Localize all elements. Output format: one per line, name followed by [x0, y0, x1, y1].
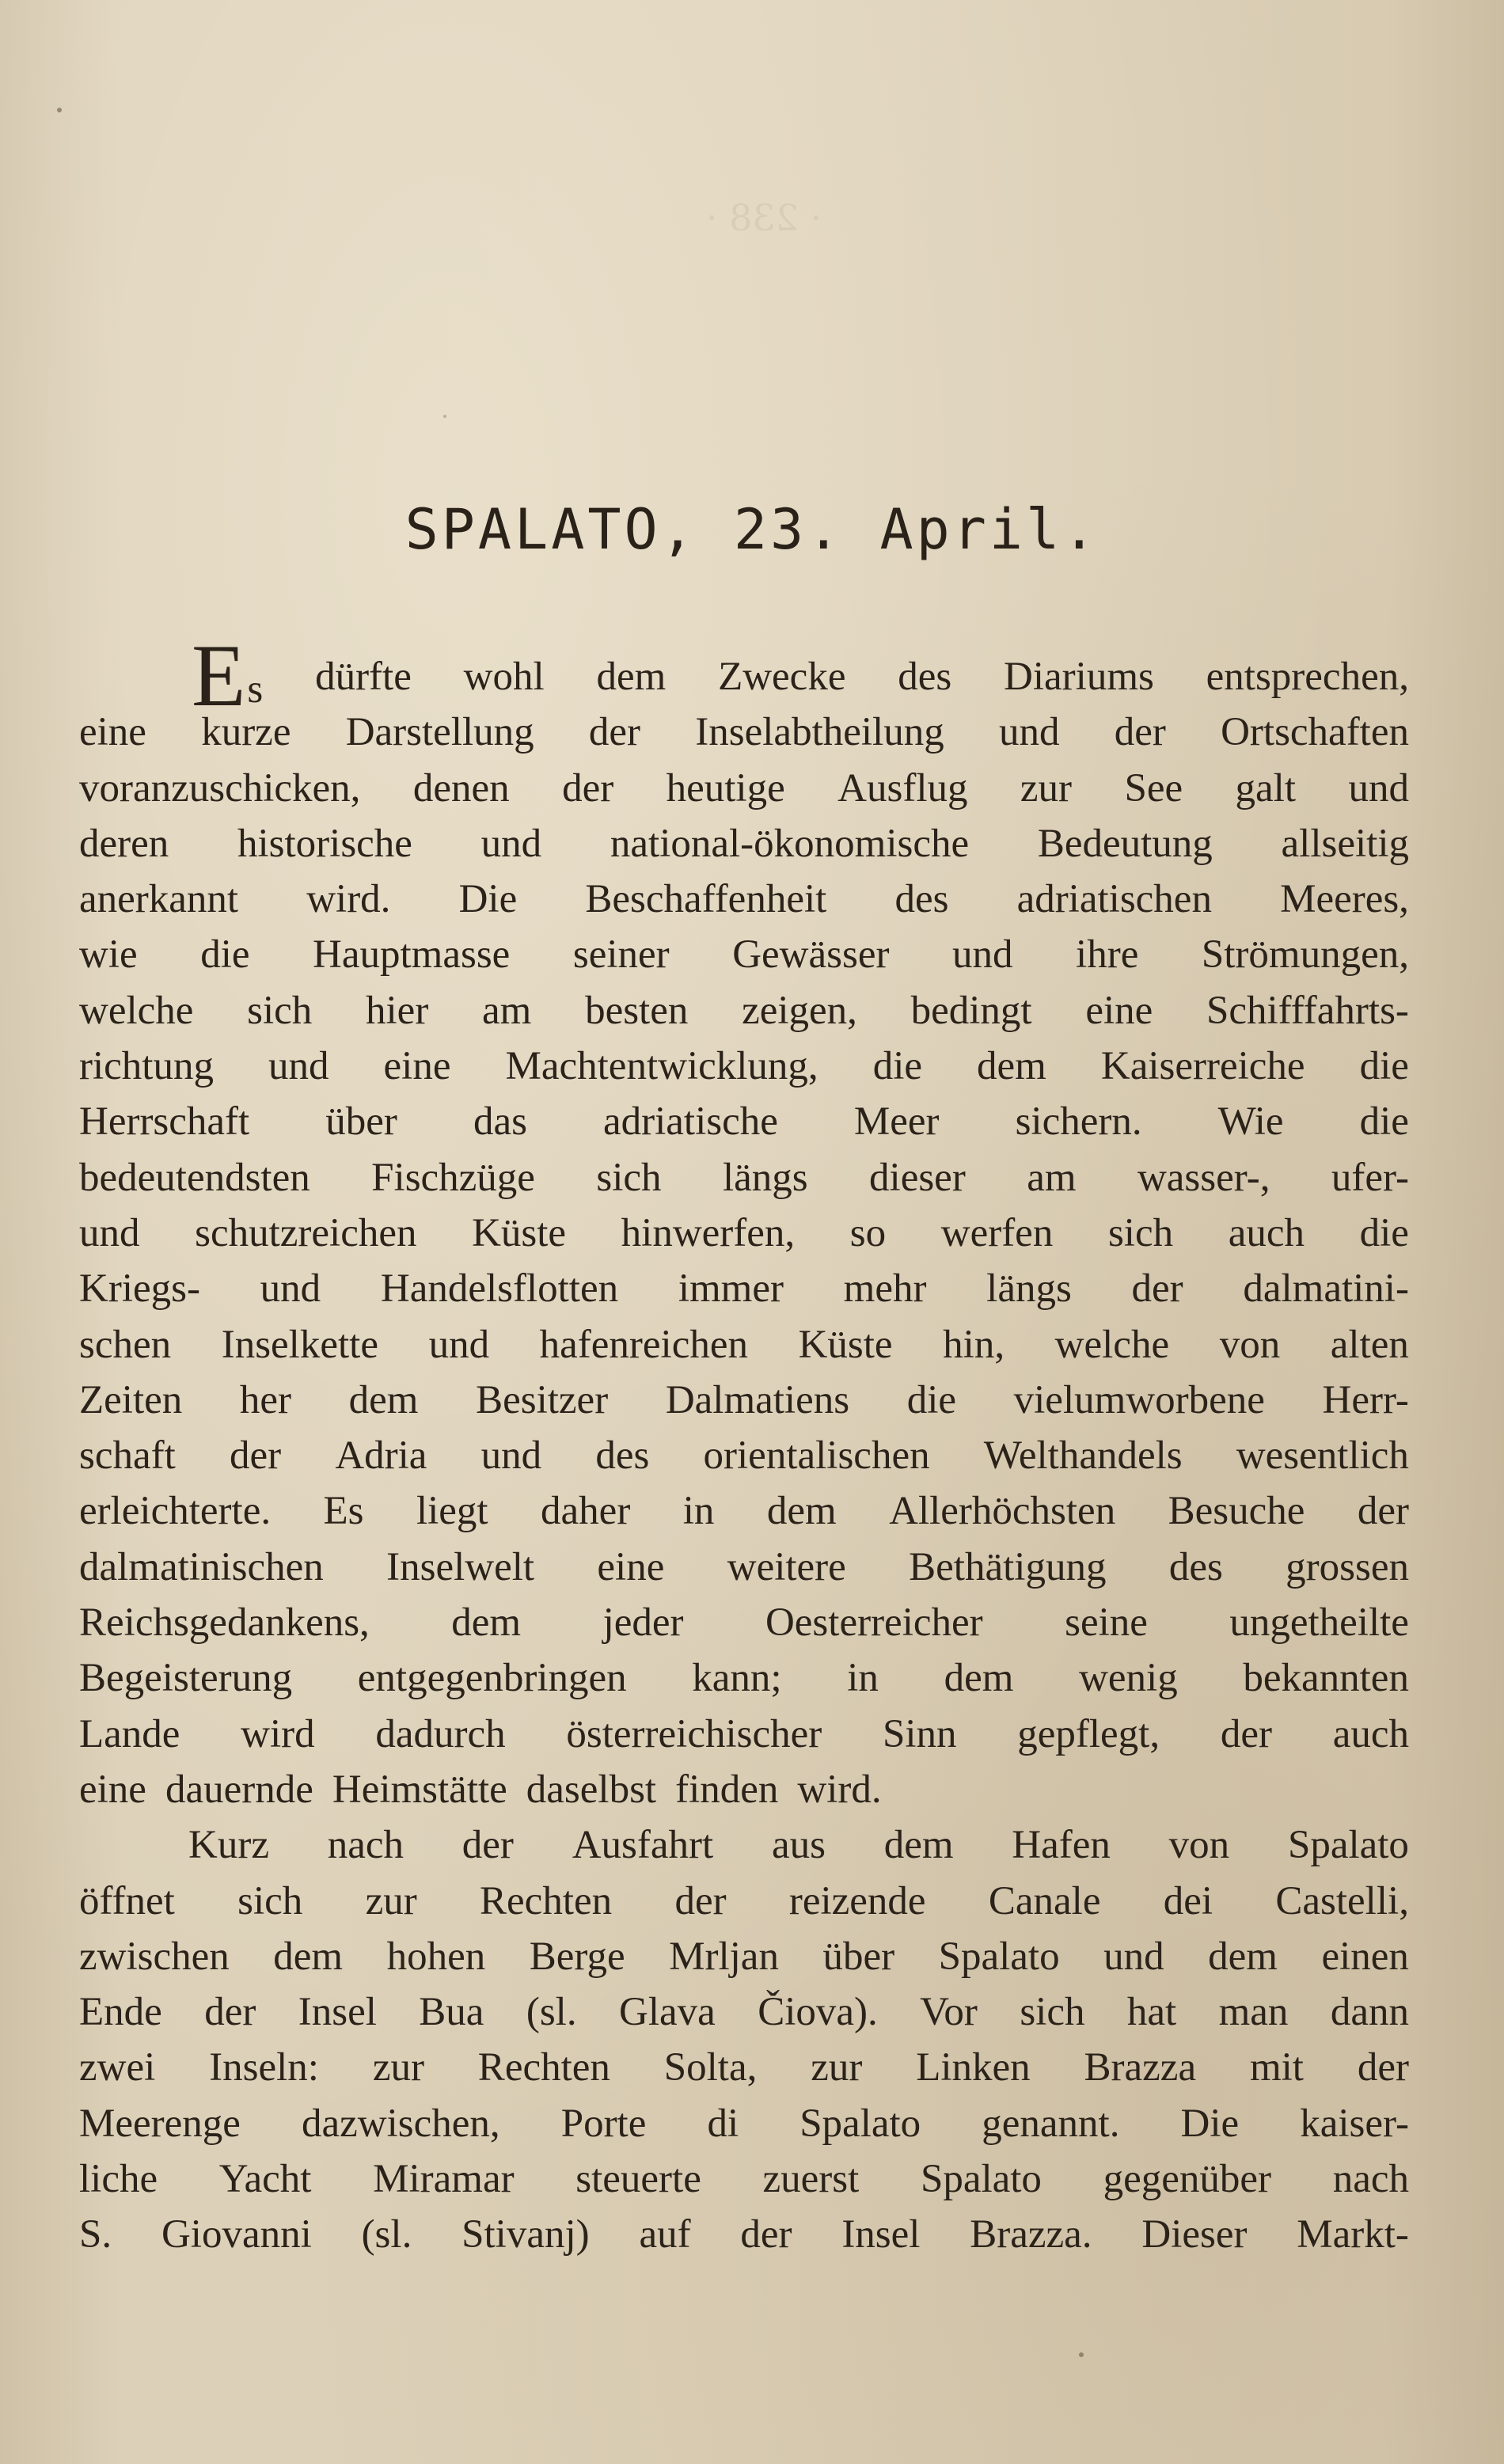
word: Čiova). [758, 1990, 878, 2035]
word: welche [1054, 1322, 1170, 1367]
text-line [79, 2096, 1409, 2151]
word: so [849, 1210, 887, 1255]
word: Miramar [373, 2157, 515, 2202]
word: Meer [853, 1099, 940, 1145]
text-line [79, 1317, 1409, 1372]
word: denen [412, 765, 510, 811]
word: der [1357, 1489, 1409, 1534]
word: wie [79, 932, 138, 978]
word: Yacht [218, 2157, 312, 2202]
word: der [1357, 2045, 1409, 2090]
word: genannt. [982, 2101, 1120, 2146]
word: Linken [916, 2045, 1031, 2090]
word: Adria [335, 1433, 427, 1479]
word: dauernde [165, 1767, 313, 1812]
word: seiner [572, 932, 670, 978]
word: dem [977, 1044, 1046, 1089]
word: voranzuschicken, [79, 765, 361, 811]
word: Kaiserreiche [1100, 1044, 1305, 1089]
word: Meeres, [1280, 877, 1409, 922]
word: vielumworbene [1013, 1377, 1265, 1422]
word: Bedeutung [1037, 821, 1213, 866]
word: Spalato [938, 1934, 1060, 1979]
word: Herrschaft [79, 1099, 250, 1145]
word: Berge [529, 1934, 625, 1979]
word: liegt [416, 1489, 488, 1534]
word: über [325, 1099, 397, 1145]
word: Heimstätte [332, 1767, 507, 1812]
text-line [79, 1540, 1409, 1595]
word: Herr- [1322, 1377, 1409, 1422]
word: in [847, 1656, 879, 1701]
word: der [1220, 1711, 1272, 1756]
word: eine [1085, 988, 1153, 1033]
word: des [1168, 1544, 1223, 1589]
word: Glava [619, 1990, 716, 2035]
word: dem [883, 1823, 954, 1868]
word: Insel [841, 2212, 921, 2257]
word: auch [1332, 1711, 1409, 1756]
word: wird. [797, 1767, 882, 1812]
word: dem [1208, 1934, 1278, 1979]
word: erleichterte. [79, 1489, 272, 1534]
word: Küste [798, 1322, 893, 1367]
word: der [674, 1878, 727, 1923]
word: adriatischen [1016, 877, 1212, 922]
word: Strömungen, [1201, 932, 1409, 978]
word: hohen [386, 1934, 486, 1979]
word: Schifffahrts- [1206, 988, 1409, 1033]
word: jeder [602, 1600, 684, 1646]
word: kaiser- [1300, 2101, 1409, 2146]
word: Es [323, 1489, 364, 1534]
word: Wie [1217, 1099, 1284, 1145]
word: Brazza [1084, 2045, 1197, 2090]
word: national-ökonomische [610, 821, 970, 866]
word: und [79, 1210, 140, 1255]
word: schaft [79, 1433, 176, 1479]
word: Spalato [799, 2101, 921, 2146]
word: Bethätigung [909, 1544, 1107, 1589]
word: Handelsflotten [380, 1266, 619, 1312]
word: ungetheilte [1229, 1600, 1409, 1646]
word: seine [1065, 1600, 1148, 1646]
paper-speck [1079, 2352, 1084, 2357]
word: (sl. [361, 2212, 412, 2257]
word: historische [237, 821, 412, 866]
word: Die [1180, 2101, 1240, 2146]
word: zwischen [79, 1934, 230, 1979]
word: hier [366, 988, 429, 1033]
word: welche [79, 988, 194, 1033]
word: dem [596, 655, 667, 699]
word: S. [79, 2212, 112, 2257]
word: des [898, 655, 952, 699]
word: dem [451, 1600, 522, 1646]
word: Beschaffenheit [585, 877, 827, 922]
word: dem [348, 1377, 419, 1422]
word: auch [1228, 1210, 1305, 1255]
word: Ausfahrt [572, 1823, 714, 1868]
word: die [1359, 1099, 1409, 1145]
word: sich [247, 988, 313, 1033]
word: orientalischen [703, 1433, 930, 1479]
word: zur [365, 1878, 417, 1923]
text-line [79, 1094, 1409, 1149]
word: mit [1249, 2045, 1304, 2090]
word: schen [79, 1322, 172, 1367]
word: des [595, 1433, 650, 1479]
word: nach [1332, 2157, 1409, 2202]
word: über [822, 1934, 895, 1979]
word: längs [986, 1266, 1072, 1312]
word: Inseln: [209, 2045, 319, 2090]
word: Ortschaften [1221, 710, 1409, 755]
word: zuerst [762, 2157, 860, 2202]
word: dann [1330, 1990, 1409, 2035]
word: von [1219, 1322, 1281, 1367]
word: dazwischen, [301, 2101, 500, 2146]
word: Oesterreicher [765, 1600, 983, 1646]
word: und [268, 1044, 329, 1089]
text-line [79, 1984, 1409, 2040]
text-line [79, 1428, 1409, 1483]
word: alten [1330, 1322, 1409, 1367]
word: hin, [943, 1322, 1005, 1367]
text-line [79, 1038, 1409, 1094]
word: das [473, 1099, 527, 1145]
text-line [79, 1707, 1409, 1762]
word: Die [458, 877, 518, 922]
word: Machtentwicklung, [505, 1044, 818, 1089]
text-line [79, 871, 1409, 927]
text-line [79, 1595, 1409, 1650]
word: besten [585, 988, 689, 1033]
word: und [998, 710, 1060, 755]
word: Stivanj) [461, 2212, 590, 2257]
word: dürfte [315, 655, 412, 699]
word: hinwerfen, [621, 1210, 796, 1255]
word: und [480, 1433, 542, 1479]
word: dem [273, 1934, 344, 1979]
text-line [79, 983, 1409, 1038]
text-line [79, 1205, 1409, 1261]
word: man [1218, 1990, 1289, 2035]
text-line [79, 1150, 1409, 1205]
word: bedeutendsten [79, 1155, 310, 1200]
word: hat [1126, 1990, 1177, 2035]
first-word [79, 627, 264, 725]
text-line [79, 927, 1409, 982]
word: zur [811, 2045, 863, 2090]
paper-speck [57, 108, 62, 112]
word: eine [79, 710, 146, 755]
text-line [79, 1483, 1409, 1539]
word: dei [1163, 1878, 1213, 1923]
word: finden [675, 1767, 779, 1812]
word: daher [541, 1489, 631, 1534]
word: am [482, 988, 532, 1033]
word: dem [944, 1656, 1014, 1701]
word: zeigen, [742, 988, 857, 1033]
word: Kriegs- [79, 1266, 200, 1312]
word: Kurz [188, 1823, 269, 1868]
word: dadurch [375, 1711, 506, 1756]
drop-cap: E [192, 627, 246, 725]
word: zwei [79, 2045, 156, 2090]
word: und [1348, 765, 1409, 811]
word: der [461, 1823, 514, 1868]
word: der [204, 1990, 256, 2035]
word: werfen [940, 1210, 1054, 1255]
word: Solta, [663, 2045, 758, 2090]
word: dem [766, 1489, 837, 1534]
word: und [428, 1322, 490, 1367]
word: und [260, 1266, 321, 1312]
paper-speck [443, 415, 446, 418]
word: Inselkette [221, 1322, 378, 1367]
text-line [79, 627, 1409, 725]
word: Hauptmasse [313, 932, 511, 978]
word: der [1114, 710, 1166, 755]
word: mehr [843, 1266, 927, 1312]
word: und [480, 821, 542, 866]
text-line [79, 1929, 1409, 1984]
word: (sl. [526, 1990, 577, 2035]
text-line [79, 704, 1409, 760]
word: der [1131, 1266, 1183, 1312]
word: grossen [1286, 1544, 1409, 1589]
word: die [872, 1044, 923, 1089]
word: Bua [419, 1990, 484, 2035]
word: von [1168, 1823, 1230, 1868]
word: ufer- [1331, 1155, 1409, 1200]
word: heutige [666, 765, 785, 811]
word: entgegenbringen [357, 1656, 627, 1701]
text-line [79, 1874, 1409, 1929]
word: hafenreichen [539, 1322, 748, 1367]
word: wird [241, 1711, 315, 1756]
word: entsprechen, [1206, 655, 1409, 699]
word: in [682, 1489, 715, 1534]
word: Giovanni [161, 2212, 312, 2257]
bleed-through-text: · 238 · [705, 196, 822, 239]
word: weitere [727, 1544, 846, 1589]
word: zur [1020, 765, 1073, 811]
word: gepflegt, [1017, 1711, 1160, 1756]
word: Hafen [1012, 1823, 1111, 1868]
word: adriatische [602, 1099, 778, 1145]
word: Welthandels [983, 1433, 1183, 1479]
word: Inselabtheilung [695, 710, 944, 755]
word: Castelli, [1275, 1878, 1409, 1923]
word: Rechten [480, 1878, 613, 1923]
word: schutzreichen [195, 1210, 417, 1255]
word: dalmatini- [1243, 1266, 1409, 1312]
word: Besuche [1168, 1489, 1305, 1534]
word: Fischzüge [371, 1155, 535, 1200]
word: am [1027, 1155, 1077, 1200]
word: nach [327, 1823, 404, 1868]
chapter-heading: SPALATO, 23. April. [404, 497, 1100, 562]
word: sich [596, 1155, 662, 1200]
word: Zwecke [718, 655, 846, 699]
word: reizende [788, 1878, 926, 1923]
text-line [79, 2207, 1409, 2262]
word: Ende [79, 1990, 162, 2035]
word: die [1359, 1044, 1409, 1089]
word: Lande [79, 1711, 180, 1756]
word: Gewässer [732, 932, 890, 978]
word: Ausflug [837, 765, 968, 811]
word: dieser [869, 1155, 966, 1200]
word: immer [678, 1266, 784, 1312]
word: Inselwelt [386, 1544, 535, 1589]
word: sichern. [1015, 1099, 1142, 1145]
text-line [79, 816, 1409, 871]
word: und [952, 932, 1013, 978]
word: Spalato [1287, 1823, 1409, 1868]
word: richtung [79, 1044, 214, 1089]
word: sich [1020, 1990, 1085, 2035]
word: Zeiten [79, 1377, 183, 1422]
word: Besitzer [476, 1377, 609, 1422]
word: Allerhöchsten [889, 1489, 1116, 1534]
word: galt [1235, 765, 1297, 811]
word: sich [1107, 1210, 1174, 1255]
word: kurze [201, 710, 291, 755]
word: wird. [306, 877, 391, 922]
word: des [894, 877, 949, 922]
word: allseitig [1281, 821, 1409, 866]
word: steuerte [575, 2157, 701, 2202]
word: Markt- [1297, 2212, 1409, 2257]
word: Reichsgedankens, [79, 1600, 370, 1646]
word: her [239, 1377, 292, 1422]
word: dalmatinischen [79, 1544, 324, 1589]
word: die [1359, 1210, 1409, 1255]
word: der [588, 710, 641, 755]
word: auf [639, 2212, 691, 2257]
word: gegenüber [1103, 2157, 1272, 2202]
word: anerkannt [79, 877, 239, 922]
word: Küste [472, 1210, 567, 1255]
word: eine [383, 1044, 451, 1089]
word: eine [79, 1767, 146, 1812]
word: wasser-, [1137, 1155, 1270, 1200]
text-line [79, 2151, 1409, 2207]
word: ihre [1076, 932, 1139, 978]
body-text [79, 627, 1409, 2263]
word: und [1103, 1934, 1164, 1979]
word: die [200, 932, 250, 978]
word: Dalmatiens [665, 1377, 850, 1422]
word: längs [722, 1155, 808, 1200]
text-line [79, 1261, 1409, 1316]
word: die [906, 1377, 957, 1422]
word: liche [79, 2157, 158, 2202]
word: di [707, 2101, 739, 2146]
word: bekannten [1243, 1656, 1409, 1701]
word: s [247, 667, 264, 712]
word: Porte [560, 2101, 647, 2146]
text-line [79, 1372, 1409, 1428]
text-line [79, 761, 1409, 816]
word: österreichischer [566, 1711, 822, 1756]
word: Vor [920, 1990, 978, 2035]
word: Insel [298, 1990, 377, 2035]
word: der [562, 765, 614, 811]
word: bedingt [910, 988, 1032, 1033]
word: Meerenge [79, 2101, 241, 2146]
word: aus [771, 1823, 826, 1868]
word: kann; [692, 1656, 782, 1701]
text-line [79, 2040, 1409, 2095]
word: deren [79, 821, 169, 866]
word: wohl [463, 655, 545, 699]
word: Brazza. [970, 2212, 1092, 2257]
text-line [79, 1817, 1409, 1873]
word: Canale [988, 1878, 1101, 1923]
word: Darstellung [345, 710, 534, 755]
word: Begeisterung [79, 1656, 293, 1701]
word: Diariums [1004, 655, 1154, 699]
word: sich [237, 1878, 303, 1923]
word: Rechten [477, 2045, 610, 2090]
word: zur [372, 2045, 424, 2090]
word: Dieser [1141, 2212, 1248, 2257]
word: See [1124, 765, 1183, 811]
word: eine [597, 1544, 665, 1589]
word: öffnet [79, 1878, 175, 1923]
word: wenig [1079, 1656, 1178, 1701]
word: wesentlich [1236, 1433, 1409, 1479]
text-line [79, 1762, 1409, 1817]
text-line [79, 1650, 1409, 1706]
word: der [229, 1433, 282, 1479]
word: daselbst [526, 1767, 657, 1812]
word: Sinn [882, 1711, 957, 1756]
word: Spalato [920, 2157, 1042, 2202]
word: einen [1321, 1934, 1409, 1979]
word: der [740, 2212, 792, 2257]
word: Mrljan [669, 1934, 779, 1979]
